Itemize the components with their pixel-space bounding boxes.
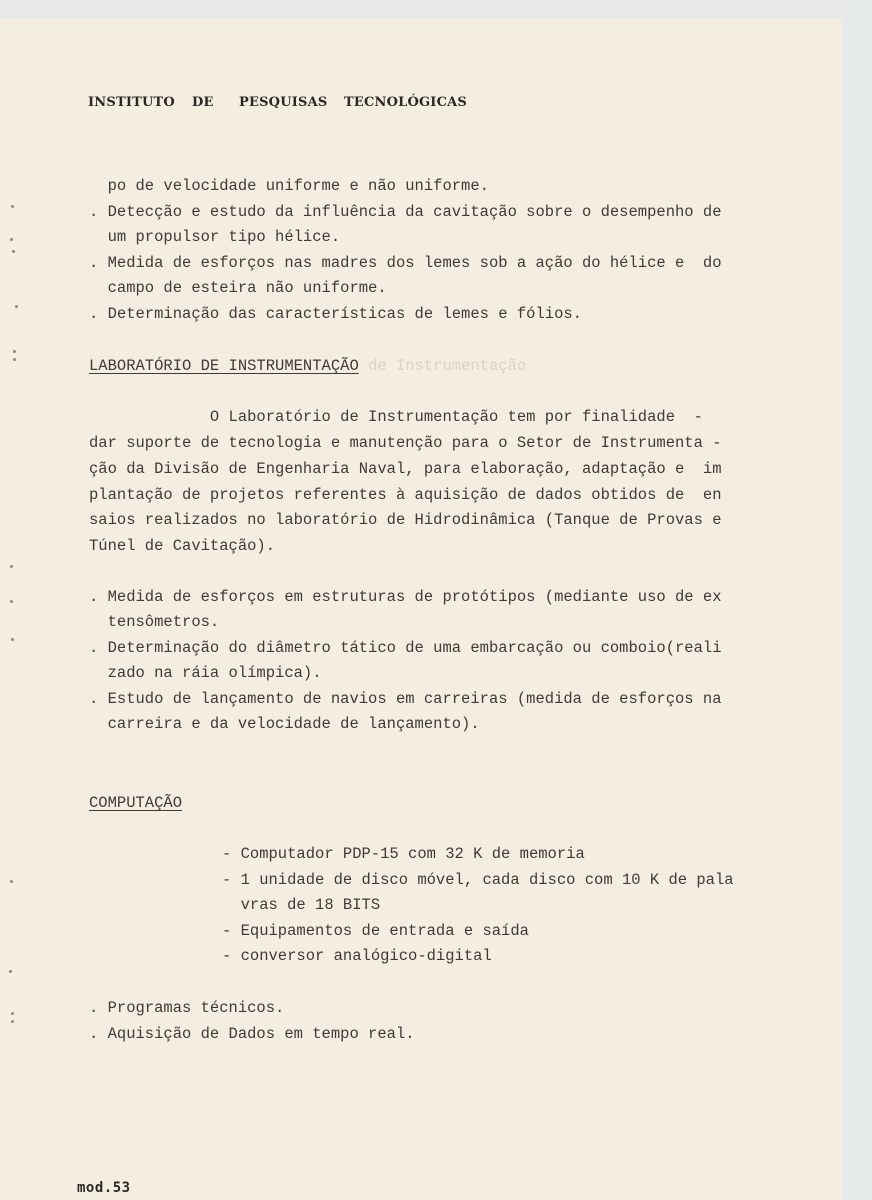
letterhead-word: DE bbox=[192, 95, 214, 110]
list-item: . Medida de esforços em estruturas de protótipos (mediante uso de ex bbox=[89, 588, 722, 606]
margin-mark bbox=[10, 238, 13, 241]
margin-mark bbox=[11, 205, 14, 208]
list-item: . Programas técnicos. bbox=[89, 999, 285, 1017]
text-line: carreira e da velocidade de lançamento). bbox=[89, 715, 480, 733]
text-line: tensômetros. bbox=[89, 613, 220, 631]
equipment-item: - conversor analógico-digital bbox=[222, 947, 492, 965]
paragraph-line: ção da Divisão de Engenharia Naval, para elaboração, adaptação e im bbox=[89, 460, 722, 478]
margin-mark bbox=[13, 350, 16, 353]
paragraph-line: O Laboratório de Instrumentação tem por finalidade - bbox=[89, 408, 703, 426]
document-page bbox=[0, 19, 842, 1200]
paragraph-line: dar suporte de tecnologia e manutenção para o Setor de Instrumenta - bbox=[89, 434, 722, 452]
margin-mark bbox=[10, 880, 13, 883]
margin-mark bbox=[11, 1020, 14, 1023]
text-line: um propulsor tipo hélice. bbox=[89, 228, 341, 246]
equipment-item-continued: vras de 18 BITS bbox=[222, 896, 381, 914]
margin-mark bbox=[10, 565, 13, 568]
ghost-text bbox=[359, 357, 368, 375]
ghost-text: de Instrumentação bbox=[368, 357, 527, 375]
margin-mark bbox=[15, 305, 18, 308]
list-item: . Medida de esforços nas madres dos lemes sob a ação do hélice e do bbox=[89, 254, 722, 272]
form-code: mod.53 bbox=[77, 1180, 131, 1196]
section-title-text: LABORATÓRIO DE INSTRUMENTAÇÃO bbox=[89, 357, 359, 375]
letterhead-word: PESQUISAS bbox=[239, 95, 328, 110]
list-item: . Aquisição de Dados em tempo real. bbox=[89, 1025, 415, 1043]
text-line: zado na ráia olímpica). bbox=[89, 664, 322, 682]
letterhead-word: INSTITUTO bbox=[88, 95, 175, 110]
paragraph-line: plantação de projetos referentes à aquisição de dados obtidos de en bbox=[89, 486, 722, 504]
margin-mark bbox=[11, 638, 14, 641]
text-line: po de velocidade uniforme e não uniforme. bbox=[89, 177, 489, 195]
equipment-item: - Computador PDP-15 com 32 K de memoria bbox=[222, 845, 585, 863]
margin-mark bbox=[11, 1012, 14, 1015]
list-item: . Determinação das características de lemes e fólios. bbox=[89, 305, 582, 323]
equipment-item: - Equipamentos de entrada e saída bbox=[222, 922, 529, 940]
section-title bbox=[89, 357, 526, 375]
margin-mark bbox=[10, 600, 13, 603]
letterhead-word: TECNOLÓGICAS bbox=[344, 95, 468, 110]
equipment-item: - 1 unidade de disco móvel, cada disco com 10 K de pala bbox=[222, 871, 734, 889]
margin-mark bbox=[12, 250, 15, 253]
margin-mark bbox=[9, 970, 12, 973]
list-item: . Detecção e estudo da influência da cavitação sobre o desempenho de bbox=[89, 203, 722, 221]
scan-background bbox=[842, 0, 872, 1200]
list-item: . Determinação do diâmetro tático de uma embarcação ou comboio(reali bbox=[89, 639, 722, 657]
list-item: . Estudo de lançamento de navios em carreiras (medida de esforços na bbox=[89, 690, 722, 708]
text-line: campo de esteira não uniforme. bbox=[89, 279, 387, 297]
section-title-text: COMPUTAÇÃO bbox=[89, 794, 183, 812]
margin-mark bbox=[13, 358, 16, 361]
section-title bbox=[89, 794, 182, 812]
paragraph-line: Túnel de Cavitação). bbox=[89, 537, 276, 555]
paragraph-line: saios realizados no laboratório de Hidrodinâmica (Tanque de Provas e bbox=[89, 511, 722, 529]
